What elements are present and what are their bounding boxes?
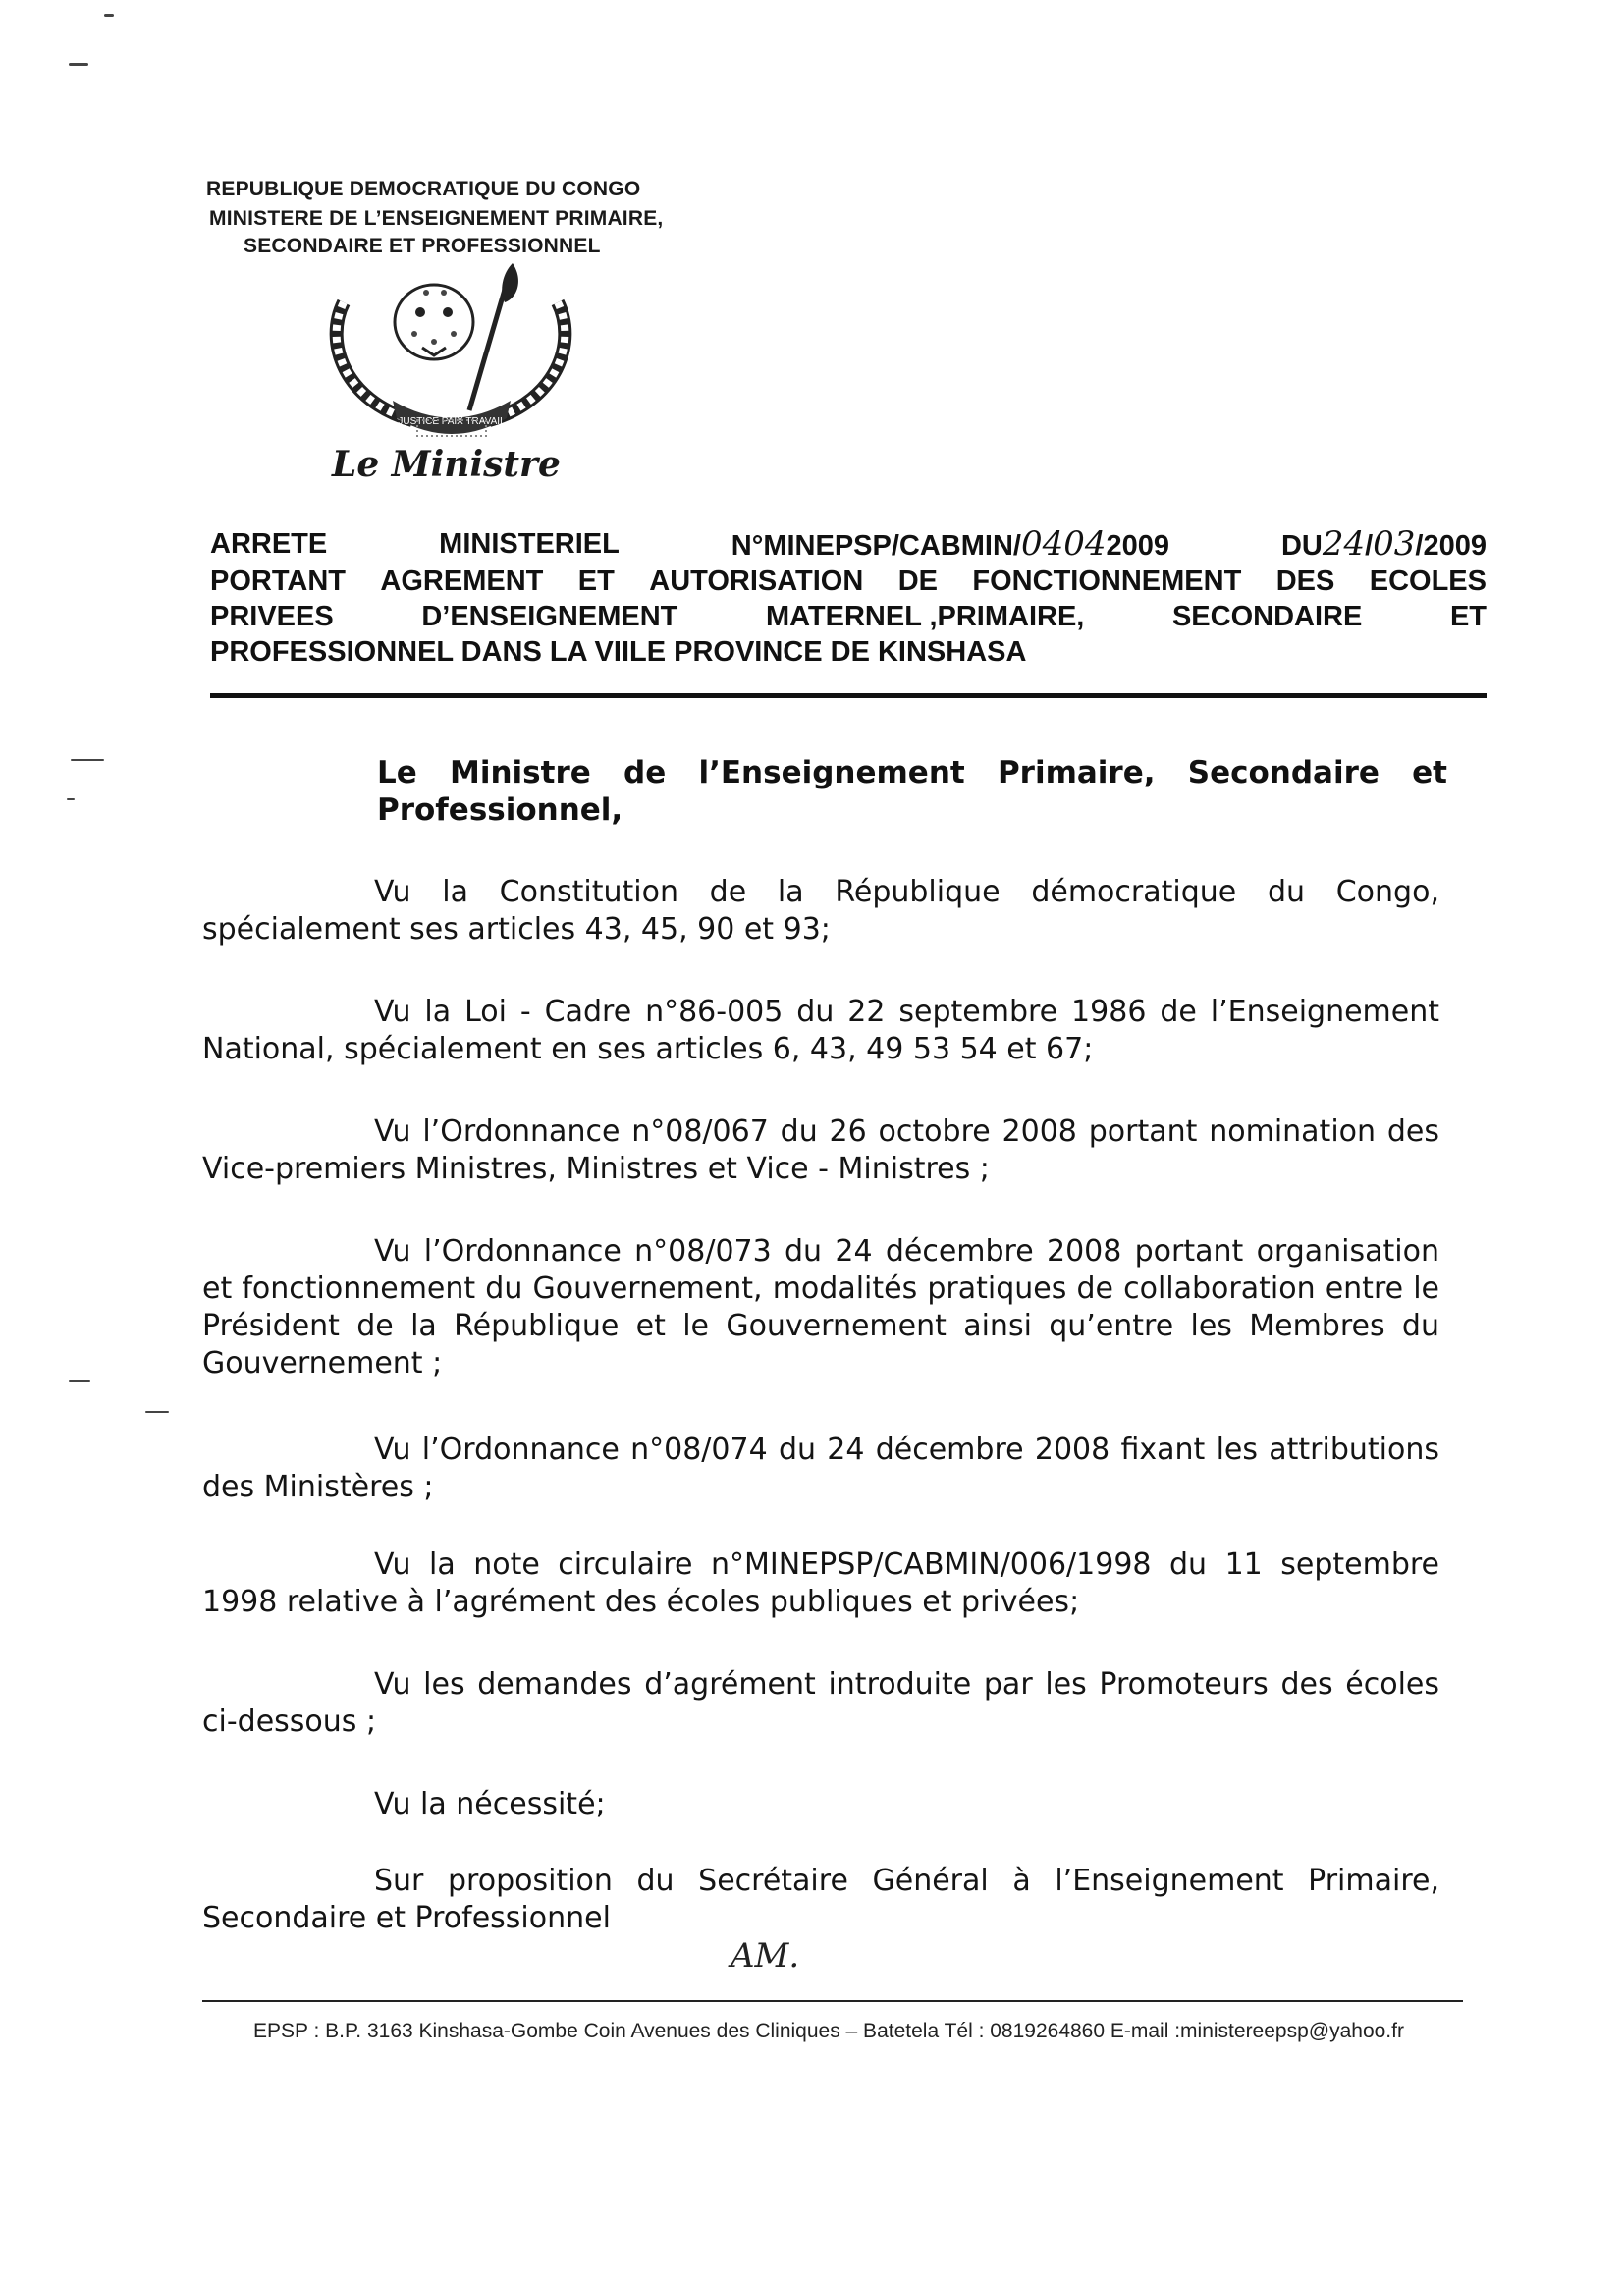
decree-number: N°MINEPSP/CABMIN/04042009 — [731, 524, 1169, 564]
decree-title-line: PROFESSIONNEL DANS LA VIILE PROVINCE DE KINSHASA — [210, 636, 1027, 668]
emblem-motto: JUSTICE PAIX TRAVAIL — [398, 416, 506, 427]
consideration-paragraph: Vu la Loi - Cadre n°86-005 du 22 septembre 1986 de l’Enseignement National, spécialement en ses articles 6, 43, 49 53 54 et 67; — [202, 995, 1439, 1066]
handwritten-day: 24 — [1322, 524, 1366, 564]
handwritten-month: 03 — [1373, 524, 1416, 564]
handwritten-initials: AM. — [731, 1936, 800, 1976]
minister-heading: Le Ministre de l’Enseignement Primaire, Secondaire et Professionnel, — [377, 755, 1447, 828]
decree-title-line: PRIVEES D’ENSEIGNEMENT MATERNEL ,PRIMAIRE, SECONDAIRE ET — [210, 601, 1487, 632]
signatory-title: Le Ministre — [332, 444, 561, 485]
decree-word: MINISTERIEL — [439, 528, 620, 560]
decree-word: ARRETE — [210, 528, 328, 560]
scan-speck — [145, 1411, 169, 1413]
letterhead-ministry: MINISTERE DE L’ENSEIGNEMENT PRIMAIRE, — [209, 207, 664, 230]
footer-divider — [202, 2000, 1463, 2002]
scan-speck — [67, 798, 75, 800]
scan-speck — [71, 759, 104, 761]
handwritten-number: 0404 — [1020, 524, 1107, 564]
decree-title-line — [210, 526, 1487, 564]
decree-title — [210, 526, 1487, 670]
footer-contact: EPSP : B.P. 3163 Kinshasa-Gombe Coin Avenues des Cliniques – Batetela Tél : 0819264860 E-mail :ministereepsp@yahoo.fr — [253, 2020, 1404, 2042]
consideration-paragraph: Vu la nécessité; — [374, 1787, 606, 1821]
consideration-paragraph: Vu l’Ordonnance n°08/074 du 24 décembre 2008 fixant les attributions des Ministères ; — [202, 1433, 1439, 1504]
consideration-paragraph: Vu la note circulaire n°MINEPSP/CABMIN/006/1998 du 11 septembre 1998 relative à l’agrément des écoles publiques et privées; — [202, 1547, 1439, 1619]
scan-speck — [104, 14, 114, 17]
decree-date: DU24/03/2009 — [1280, 524, 1487, 564]
coat-of-arms-icon — [324, 263, 579, 445]
letterhead-ministry-cont: SECONDAIRE ET PROFESSIONNEL — [244, 235, 601, 257]
consideration-paragraph: Sur proposition du Secrétaire Général à l’Enseignement Primaire, Secondaire et Professionnel — [202, 1864, 1439, 1935]
decree-title-line: PORTANT AGREMENT ET AUTORISATION DE FONCTIONNEMENT DES ECOLES — [210, 566, 1487, 597]
scan-speck — [69, 1380, 90, 1382]
title-divider — [210, 693, 1487, 698]
letterhead-country: REPUBLIQUE DEMOCRATIQUE DU CONGO — [206, 178, 641, 200]
consideration-paragraph: Vu l’Ordonnance n°08/067 du 26 octobre 2008 portant nomination des Vice-premiers Ministres, Ministres et Vice - Ministres ; — [202, 1114, 1439, 1186]
scan-speck — [69, 63, 88, 66]
consideration-paragraph: Vu l’Ordonnance n°08/073 du 24 décembre 2008 portant organisation et fonctionnement du Gouvernement, modalités pratiques de collaboration entre le Président de la République et le Gouvernement ainsi qu’entre les Membres du Gouvernement ; — [202, 1234, 1439, 1381]
consideration-paragraph: Vu la Constitution de la République démocratique du Congo, spécialement ses articles 43, 45, 90 et 93; — [202, 875, 1439, 947]
consideration-paragraph: Vu les demandes d’agrément introduite par les Promoteurs des écoles ci-dessous ; — [202, 1667, 1439, 1739]
